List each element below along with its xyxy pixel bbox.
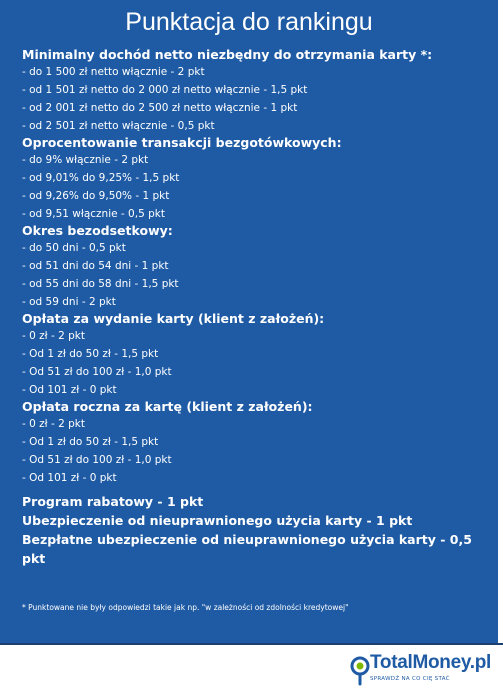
- list-item: - 0 zł - 2 pkt: [22, 418, 85, 430]
- list-item: - Od 51 zł do 100 zł - 1,0 pkt: [22, 454, 172, 466]
- section-interest-rate: [22, 135, 492, 223]
- bonus-criteria: [22, 492, 492, 568]
- list-item: - Od 101 zł - 0 pkt: [22, 384, 117, 396]
- list-item: - od 51 dni do 54 dni - 1 pkt: [22, 260, 169, 272]
- list-item: - od 2 501 zł netto włącznie - 0,5 pkt: [22, 120, 215, 132]
- list-item: - od 9,51 włącznie - 0,5 pkt: [22, 208, 165, 220]
- footnote: * Punktowane nie były odpowiedzi takie jak np. "w zależności od zdolności kredytowej": [22, 603, 349, 612]
- section-annual-fee: [22, 399, 492, 487]
- section-heading: Minimalny dochód netto niezbędny do otrzymania karty *:: [22, 47, 433, 62]
- section-grace-period: [22, 223, 492, 311]
- section-issue-fee: [22, 311, 492, 399]
- bonus-item: Bezpłatne ubezpieczenie od nieuprawnionego użycia karty - 0,5 pkt: [22, 532, 472, 566]
- section-heading: Okres bezodsetkowy:: [22, 223, 173, 238]
- divider: [0, 643, 503, 645]
- bonus-item: Program rabatowy - 1 pkt: [22, 494, 204, 509]
- list-item: - do 50 dni - 0,5 pkt: [22, 242, 126, 254]
- logo-tagline: SPRAWDŹ NA CO CIĘ STAĆ: [370, 676, 450, 682]
- list-item: - od 9,26% do 9,50% - 1 pkt: [22, 190, 170, 202]
- logo-name: TotalMoney.pl: [370, 652, 492, 673]
- list-item: - od 59 dni - 2 pkt: [22, 296, 116, 308]
- list-item: - Od 1 zł do 50 zł - 1,5 pkt: [22, 436, 159, 448]
- magnifier-icon: [348, 652, 372, 688]
- list-item: - Od 51 zł do 100 zł - 1,0 pkt: [22, 366, 172, 378]
- list-item: - Od 1 zł do 50 zł - 1,5 pkt: [22, 348, 159, 360]
- list-item: - od 1 501 zł netto do 2 000 zł netto włącznie - 1,5 pkt: [22, 84, 308, 96]
- section-heading: Oprocentowanie transakcji bezgotówkowych:: [22, 135, 342, 150]
- list-item: - od 2 001 zł netto do 2 500 zł netto włącznie - 1 pkt: [22, 102, 298, 114]
- page-title: Punktacja do rankingu: [125, 8, 373, 36]
- section-heading: Opłata za wydanie karty (klient z założeń):: [22, 311, 325, 326]
- bonus-item: Ubezpieczenie od nieuprawnionego użycia karty - 1 pkt: [22, 513, 413, 528]
- section-heading: Opłata roczna za kartę (klient z założeń):: [22, 399, 313, 414]
- list-item: - 0 zł - 2 pkt: [22, 330, 85, 342]
- totalmoney-logo: [348, 650, 498, 694]
- list-item: - do 1 500 zł netto włącznie - 2 pkt: [22, 66, 205, 78]
- criteria-list: [22, 47, 492, 568]
- list-item: - od 9,01% do 9,25% - 1,5 pkt: [22, 172, 180, 184]
- list-item: - od 55 dni do 58 dni - 1,5 pkt: [22, 278, 179, 290]
- list-item: - Od 101 zł - 0 pkt: [22, 472, 117, 484]
- list-item: - do 9% włącznie - 2 pkt: [22, 154, 149, 166]
- section-min-income: [22, 47, 492, 135]
